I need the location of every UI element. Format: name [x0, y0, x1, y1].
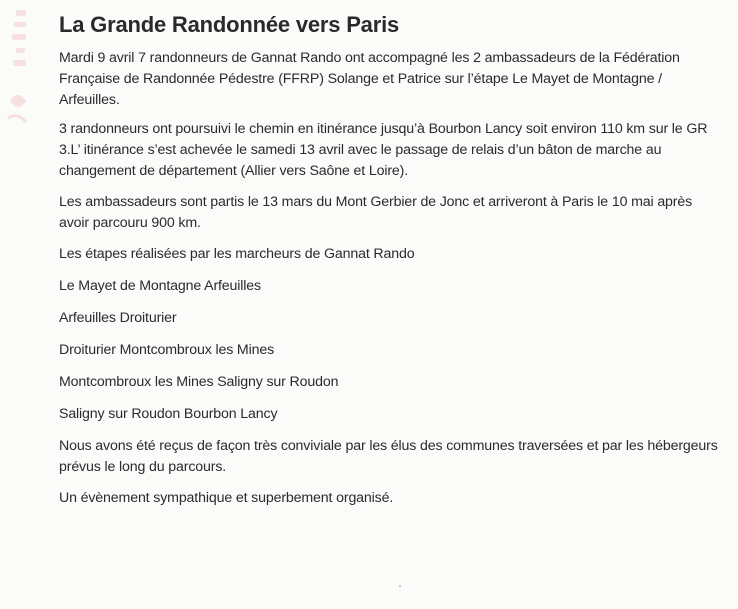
paragraph-ambassadors: Les ambassadeurs sont partis le 13 mars du Mont Gerbier de Jonc et arriveront à Paris le 10 mai après avoir parcouru 900 km.	[59, 194, 693, 231]
stages-intro: Les étapes réalisées par les marcheurs de Gannat Rando	[59, 246, 415, 262]
stage-item: Montcombroux les Mines Saligny sur Roudon	[59, 374, 339, 390]
stage-item: Saligny sur Roudon Bourbon Lancy	[59, 406, 278, 422]
scan-speck	[399, 585, 401, 587]
paragraph-intro: Mardi 9 avril 7 randonneurs de Gannat Rando ont accompagné les 2 ambassadeurs de la Fédération Française de Randonnée Pédestre (FFRP) Solange et Patrice sur l’étape Le Mayet de Montagne / Arfeuilles.	[59, 50, 680, 108]
paragraph-conclusion: Un évènement sympathique et superbement organisé.	[59, 490, 394, 506]
paragraph-itinerance: 3 randonneurs ont poursuivi le chemin en itinérance jusqu’à Bourbon Lancy soit environ 110 km sur le GR 3.L’ itinérance s’est achevée le samedi 13 avril avec le passage de relais d’un bâton de marche au changement de département (Allier vers Saône et Loire).	[59, 121, 708, 179]
paragraph-reception: Nous avons été reçus de façon très conviviale par les élus des communes traversées et par les hébergeurs prévus le long du parcours.	[59, 438, 718, 475]
stage-item: Le Mayet de Montagne Arfeuilles	[59, 278, 261, 294]
stage-item: Arfeuilles Droiturier	[59, 310, 177, 326]
article	[59, 12, 719, 519]
faded-logo-watermark	[2, 6, 32, 156]
stage-item: Droiturier Montcombroux les Mines	[59, 342, 275, 358]
article-title: La Grande Randonnée vers Paris	[59, 12, 400, 37]
